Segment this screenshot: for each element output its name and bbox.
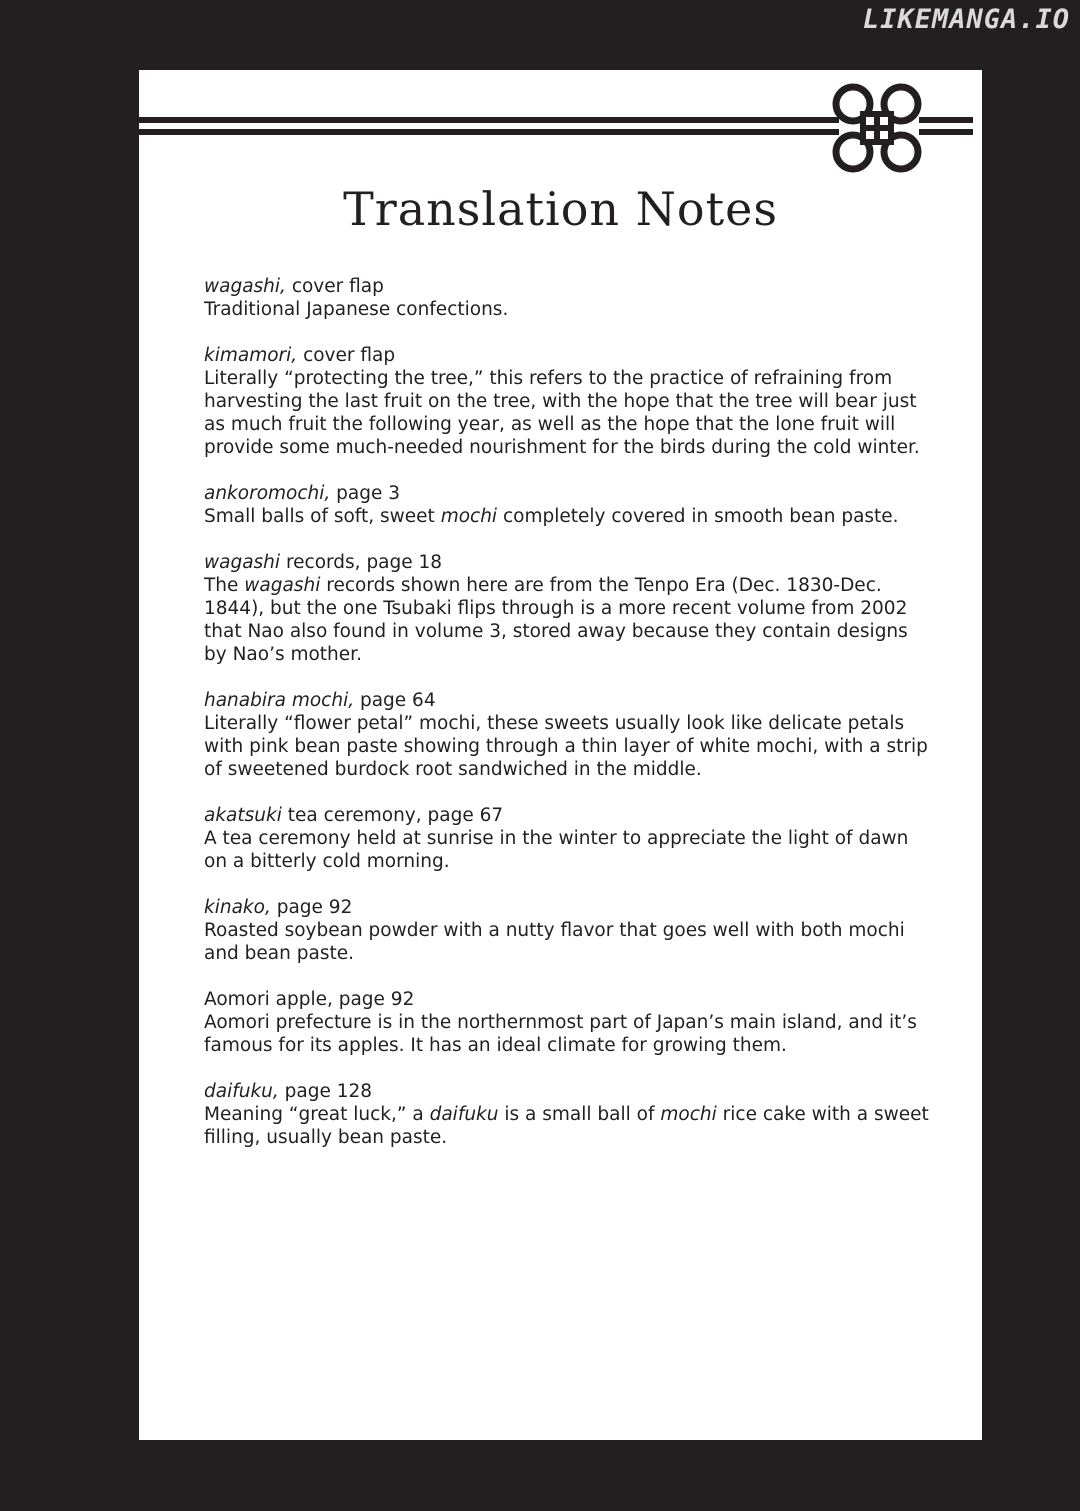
text-run: A tea ceremony held at sunrise in the winter to appreciate the light of dawn on a bitterly cold morning. bbox=[204, 828, 909, 872]
note-heading bbox=[204, 551, 934, 574]
note-text bbox=[204, 1011, 934, 1057]
italic-term: wagashi bbox=[244, 575, 321, 596]
note-heading bbox=[204, 482, 934, 505]
note-heading bbox=[204, 689, 934, 712]
text-run: Aomori apple, page 92 bbox=[204, 989, 415, 1010]
text-run: Literally “protecting the tree,” this refers to the practice of refraining from harvesting the last fruit on the tree, with the hope that the tree will bear just as much fruit the following year, as well as the hope that the lone fruit will provide some much-needed nourishment for the birds during the cold winter. bbox=[204, 368, 920, 458]
text-run: records, page 18 bbox=[280, 552, 443, 573]
italic-term: kimamori, bbox=[204, 345, 298, 366]
translation-note bbox=[204, 482, 934, 528]
note-text bbox=[204, 1103, 934, 1149]
note-heading bbox=[204, 344, 934, 367]
header-rule-stub bbox=[919, 129, 973, 135]
italic-term: kinako, bbox=[204, 897, 271, 918]
italic-term: wagashi, bbox=[204, 276, 286, 297]
text-run: Literally “flower petal” mochi, these sweets usually look like delicate petals with pink bean paste showing through a thin layer of white mochi, with a strip of sweetened burdock root sandwiched in the middle. bbox=[204, 713, 928, 780]
italic-term: mochi bbox=[440, 506, 498, 527]
note-text bbox=[204, 712, 934, 781]
text-run: page 92 bbox=[270, 897, 353, 918]
translation-note bbox=[204, 344, 934, 459]
header-rule-stub bbox=[919, 117, 973, 123]
knot-ornament-icon bbox=[827, 78, 927, 178]
text-run: is a small ball of bbox=[498, 1104, 661, 1125]
text-run: cover flap bbox=[285, 276, 384, 297]
text-run: completely covered in smooth bean paste. bbox=[497, 506, 899, 527]
note-text bbox=[204, 919, 934, 965]
text-run: Aomori prefecture is in the northernmost part of Japan’s main island, and it’s famous for its apples. It has an ideal climate for growing them. bbox=[204, 1012, 917, 1056]
italic-term: wagashi bbox=[204, 552, 281, 573]
text-run: Small balls of soft, sweet bbox=[204, 506, 441, 527]
header-rule bbox=[139, 117, 839, 123]
note-heading bbox=[204, 804, 934, 827]
note-heading bbox=[204, 988, 934, 1011]
translation-note bbox=[204, 896, 934, 965]
italic-term: akatsuki bbox=[204, 805, 282, 826]
text-run: Roasted soybean powder with a nutty flavor that goes well with both mochi and bean paste. bbox=[204, 920, 905, 964]
note-text bbox=[204, 367, 934, 459]
translation-note bbox=[204, 988, 934, 1057]
text-run: page 64 bbox=[354, 690, 436, 711]
text-run: tea ceremony, page 67 bbox=[281, 805, 504, 826]
italic-term: ankoromochi, bbox=[204, 483, 331, 504]
translation-note bbox=[204, 689, 934, 781]
header-rule bbox=[139, 129, 839, 135]
note-text bbox=[204, 298, 934, 321]
note-text bbox=[204, 574, 934, 666]
text-run: cover flap bbox=[297, 345, 396, 366]
text-run: page 3 bbox=[330, 483, 401, 504]
site-watermark: LIKEMANGA.IO bbox=[862, 4, 1070, 35]
notes-list bbox=[204, 275, 934, 1172]
italic-term: daifuku, bbox=[204, 1081, 279, 1102]
italic-term: daifuku bbox=[429, 1104, 499, 1125]
text-run: Traditional Japanese confections. bbox=[204, 299, 509, 320]
text-run: page 128 bbox=[278, 1081, 373, 1102]
note-text bbox=[204, 827, 934, 873]
text-run: Meaning “great luck,” a bbox=[204, 1104, 430, 1125]
translation-note bbox=[204, 551, 934, 666]
note-heading bbox=[204, 896, 934, 919]
note-text bbox=[204, 505, 934, 528]
page-title: Translation Notes bbox=[343, 182, 778, 236]
italic-term: mochi bbox=[660, 1104, 717, 1125]
translation-note bbox=[204, 275, 934, 321]
note-heading bbox=[204, 1080, 934, 1103]
translation-note bbox=[204, 1080, 934, 1149]
notes-page bbox=[139, 70, 982, 1440]
translation-note bbox=[204, 804, 934, 873]
text-run: rice cake with a sweet filling, usually bean paste. bbox=[204, 1104, 929, 1148]
text-run: records shown here are from the Tenpo Era (Dec. 1830-Dec. 1844), but the one Tsubaki flips through is a more recent volume from 2002 that Nao also found in volume 3, stored away because they contain designs by Nao’s mother. bbox=[204, 575, 908, 665]
text-run: The bbox=[204, 575, 245, 596]
italic-term: hanabira mochi, bbox=[204, 690, 355, 711]
note-heading bbox=[204, 275, 934, 298]
